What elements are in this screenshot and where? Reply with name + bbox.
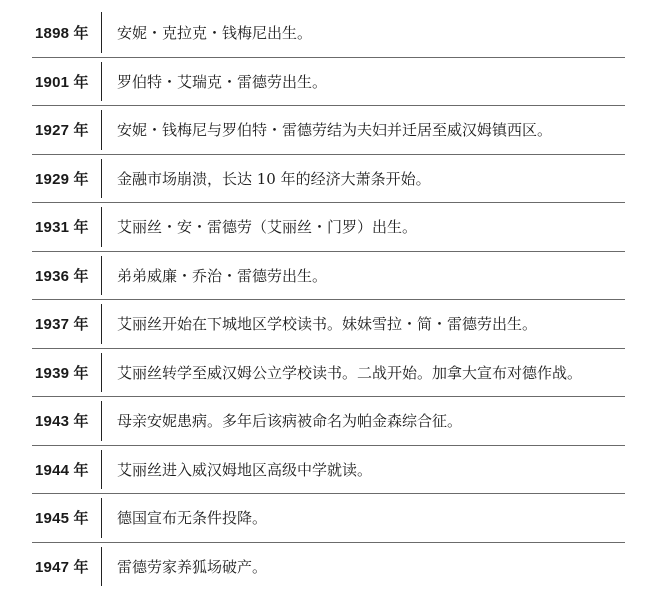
year-label: 1927 年: [35, 122, 89, 140]
year-label: 1936 年: [35, 267, 89, 285]
event-text: 雷德劳家养狐场破产。: [117, 557, 268, 576]
event-text: 艾丽丝转学至威汉姆公立学校读书。二战开始。加拿大宣布对德作战。: [117, 363, 583, 382]
year-label: 1939 年: [35, 364, 89, 382]
column-divider: [101, 304, 102, 344]
event-text: 母亲安妮患病。多年后该病被命名为帕金森综合征。: [117, 412, 463, 431]
year-label: 1898 年: [35, 24, 89, 42]
event-text: 安妮・钱梅尼与罗伯特・雷德劳结为夫妇并迁居至威汉姆镇西区。: [117, 121, 553, 140]
timeline-row: [32, 202, 625, 251]
column-divider: [101, 498, 102, 538]
timeline-row: [32, 396, 625, 445]
column-divider: [101, 450, 102, 490]
event-text: 金融市场崩溃，长达 10 年的经济大萧条开始。: [117, 169, 431, 188]
column-divider: [101, 207, 102, 247]
timeline-row: [32, 493, 625, 542]
column-divider: [101, 401, 102, 441]
timeline-row: [32, 299, 625, 348]
column-divider: [101, 159, 102, 199]
event-text: 安妮・克拉克・钱梅尼出生。: [117, 23, 313, 42]
year-label: 1931 年: [35, 219, 89, 237]
event-text: 罗伯特・艾瑞克・雷德劳出生。: [117, 72, 328, 91]
year-label: 1947 年: [35, 558, 89, 576]
column-divider: [101, 256, 102, 296]
column-divider: [101, 353, 102, 393]
event-text: 德国宣布无条件投降。: [117, 509, 268, 528]
event-text: 弟弟威廉・乔治・雷德劳出生。: [117, 266, 328, 285]
timeline-row: [32, 348, 625, 397]
column-divider: [101, 110, 102, 150]
year-label: 1944 年: [35, 461, 89, 479]
timeline-table: [0, 8, 666, 590]
column-divider: [101, 547, 102, 587]
timeline-row: [32, 57, 625, 106]
timeline-row: [32, 154, 625, 203]
column-divider: [101, 12, 102, 53]
year-label: 1943 年: [35, 413, 89, 431]
year-label: 1937 年: [35, 316, 89, 334]
year-label: 1901 年: [35, 73, 89, 91]
year-label: 1929 年: [35, 170, 89, 188]
timeline-row: [32, 542, 625, 591]
event-text: 艾丽丝・安・雷德劳（艾丽丝・门罗）出生。: [117, 218, 418, 237]
timeline-row: [32, 445, 625, 494]
timeline-row: [32, 8, 625, 57]
timeline-row: [32, 251, 625, 300]
column-divider: [101, 62, 102, 102]
event-text: 艾丽丝进入威汉姆地区高级中学就读。: [117, 460, 373, 479]
year-label: 1945 年: [35, 510, 89, 528]
timeline-row: [32, 105, 625, 154]
event-text: 艾丽丝开始在下城地区学校读书。妹妹雪拉・简・雷德劳出生。: [117, 315, 538, 334]
